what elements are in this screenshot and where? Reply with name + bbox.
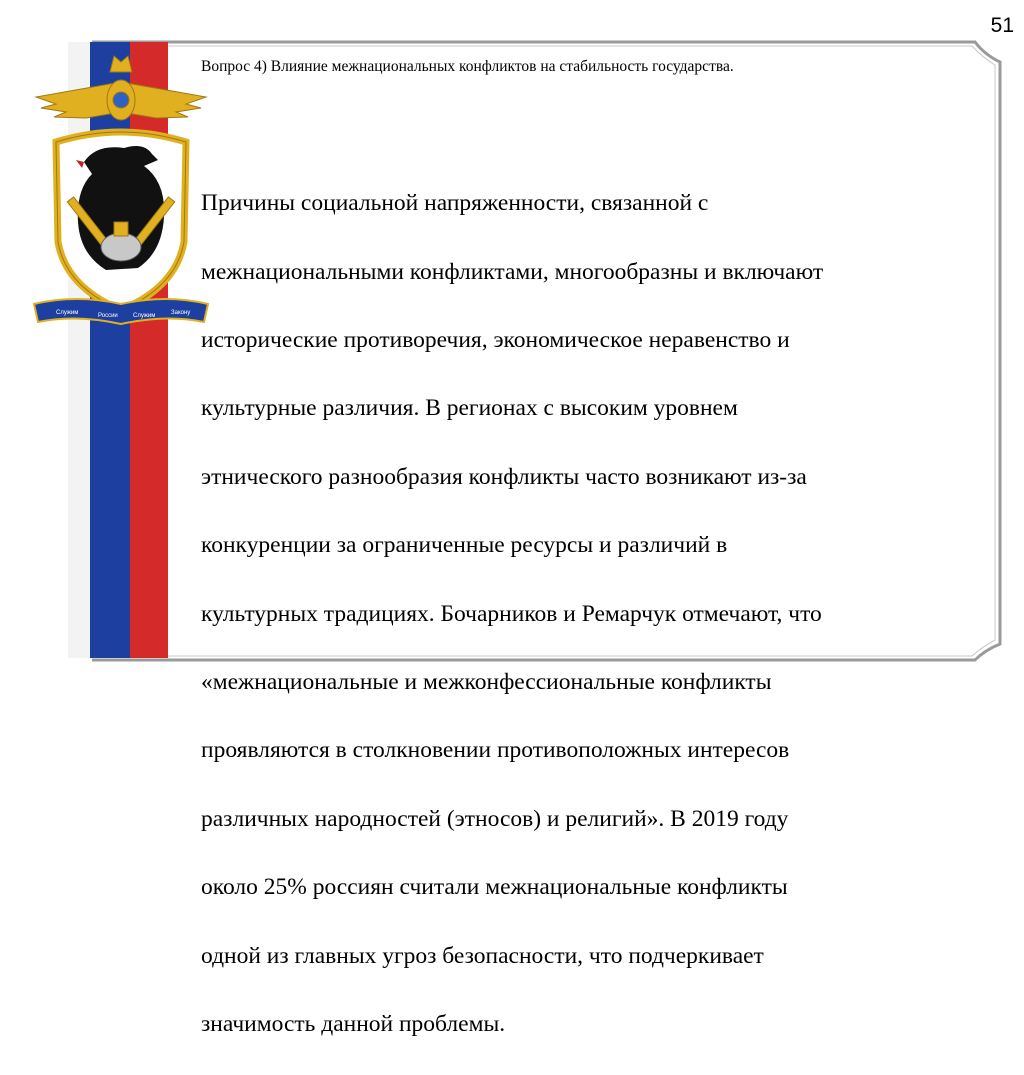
body-line: исторические противоречия, экономическое неравенство и	[201, 327, 790, 354]
body-line: одной из главных угроз безопасности, что подчеркивает	[201, 942, 764, 969]
svg-text:России: России	[98, 313, 118, 319]
body-line: проявляются в столкновении противоположных интересов	[201, 737, 790, 764]
coat-of-arms-icon	[26, 42, 216, 332]
body-text	[201, 152, 981, 1075]
body-line: межнациональными конфликтами, многообразны и включают	[201, 258, 824, 285]
body-line: значимость данной проблемы.	[201, 1011, 506, 1038]
body-line: этнического разнообразия конфликты часто возникают из-за	[201, 463, 807, 490]
body-line: различных народностей (этносов) и религий». В 2019 году	[201, 805, 789, 832]
body-line: конкуренции за ограниченные ресурсы и различий в	[201, 532, 728, 559]
question-heading: Вопрос 4) Влияние межнациональных конфликтов на стабильность государства.	[201, 58, 734, 75]
body-line: Причины социальной напряженности, связанной с	[201, 190, 709, 217]
body-line: «межнациональные и межконфессиональные конфликты	[201, 669, 772, 696]
svg-text:Служим: Служим	[56, 310, 79, 316]
svg-text:Служим: Служим	[133, 313, 156, 319]
svg-text:Закону: Закону	[171, 310, 191, 316]
body-line: культурные различия. В регионах с высоким уровнем	[201, 395, 738, 422]
page-number: 51	[990, 14, 1014, 37]
body-line: культурных традициях. Бочарников и Ремарчук отмечают, что	[201, 600, 822, 627]
body-line: около 25% россиян считали межнациональные конфликты	[201, 874, 788, 901]
